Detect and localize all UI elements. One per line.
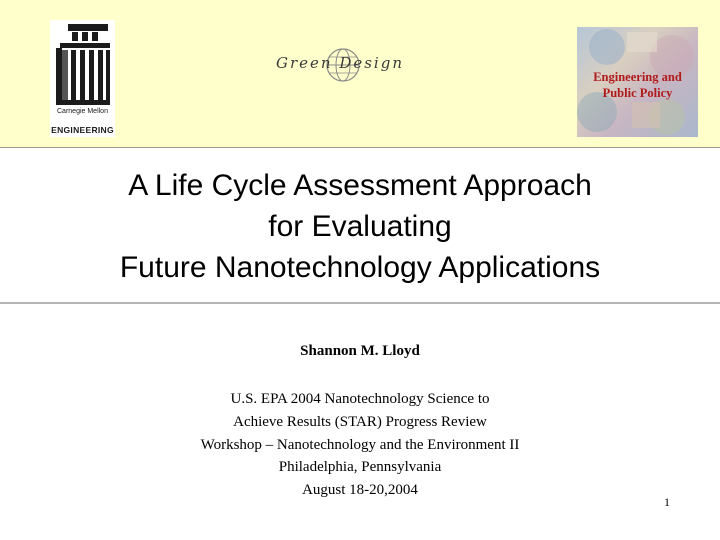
green-design-logo — [268, 40, 418, 90]
header-banner — [0, 0, 720, 147]
slide-title — [20, 165, 700, 288]
cmu-engineering-logo — [50, 20, 115, 137]
title-line-1: A Life Cycle Assessment Approach — [128, 169, 592, 202]
cmu-building-icon — [50, 20, 115, 108]
cmu-logo-line1: Carnegie Mellon — [57, 108, 108, 115]
epp-logo-text: Engineering and Public Policy — [593, 70, 682, 100]
cmu-logo-line2: ENGINEERING — [51, 125, 114, 135]
title-line-3: Future Nanotechnology Applications — [119, 251, 601, 284]
event-line-3: Workshop – Nanotechnology and the Environment II — [200, 436, 520, 453]
event-line-5: August 18-20,2004 — [302, 482, 418, 499]
author-name: Shannon M. Lloyd — [300, 343, 420, 359]
event-line-2: Achieve Results (STAR) Progress Review — [233, 413, 487, 430]
event-details — [0, 388, 720, 502]
title-line-2: for Evaluating — [268, 210, 452, 243]
epp-logo — [577, 27, 698, 137]
event-line-4: Philadelphia, Pennsylvania — [278, 459, 442, 476]
header-divider — [0, 147, 720, 148]
title-divider — [0, 302, 720, 304]
page-number: 1 — [664, 495, 670, 509]
event-line-1: U.S. EPA 2004 Nanotechnology Science to — [230, 391, 490, 407]
green-design-wordmark: Green Design — [276, 54, 404, 72]
